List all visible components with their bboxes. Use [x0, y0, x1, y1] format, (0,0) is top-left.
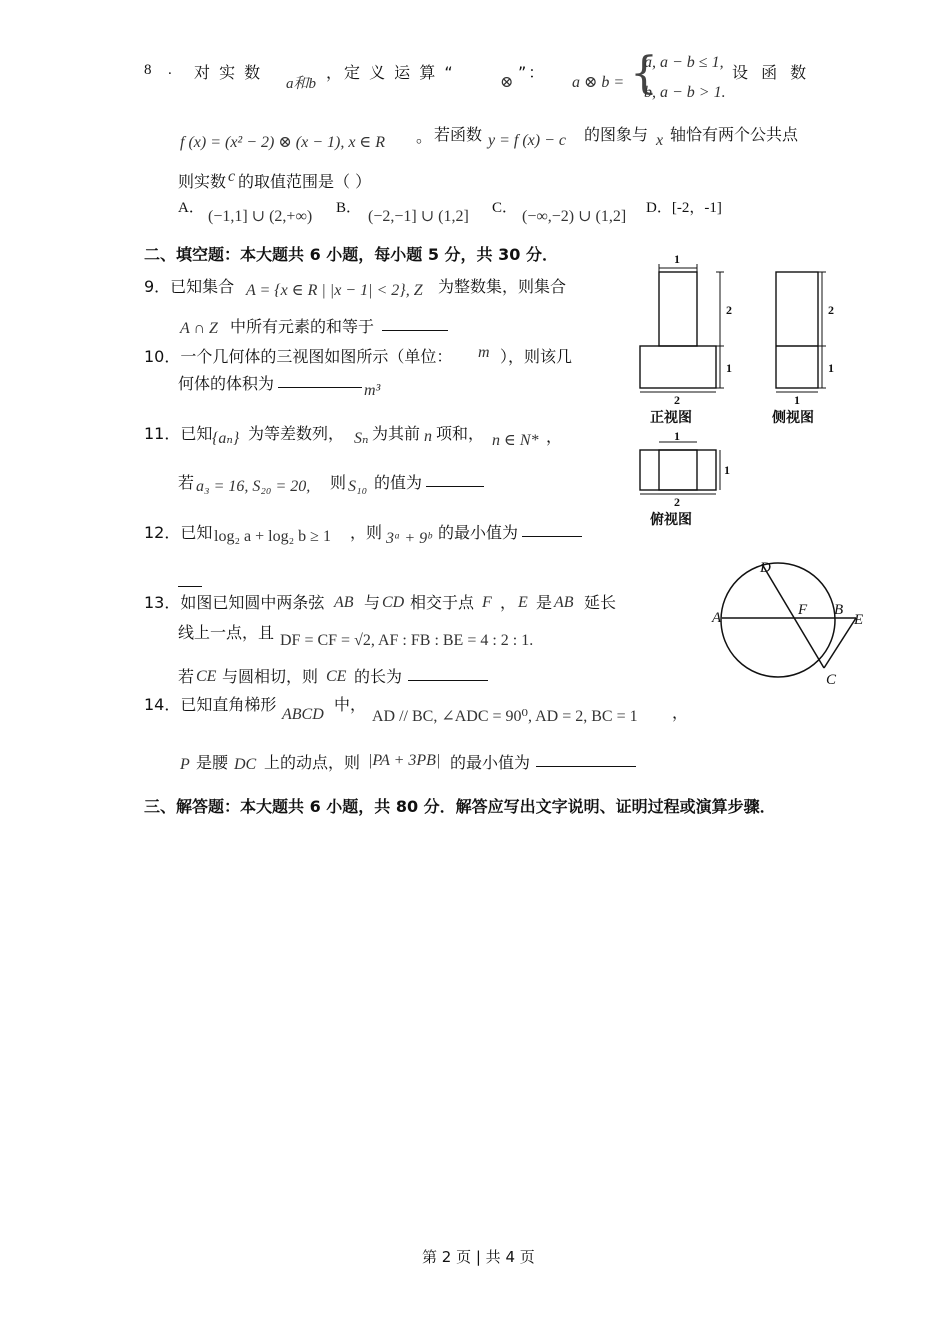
point-a: A — [712, 610, 722, 626]
q13-number: 13．如图已知圆中两条弦 — [144, 593, 325, 612]
q13-ab: AB — [334, 594, 354, 611]
q14-comma: ， — [672, 703, 689, 722]
top-view-outer — [640, 450, 716, 490]
front-dim-lower: 1 — [726, 361, 732, 375]
q8-lead: 对 实 数 — [194, 63, 263, 82]
q8-op-symbol: ⊗ — [500, 74, 514, 91]
q9-text-b: 中所有元素的和等于 — [230, 317, 375, 336]
side-dim-bottom: 1 — [794, 393, 800, 407]
q12-number: 12．已知 — [144, 523, 213, 542]
q13-f: F — [482, 594, 492, 611]
q14-text-a: 是腰 — [196, 753, 229, 772]
q13-if: 若 — [178, 667, 195, 686]
front-dim-upper: 2 — [726, 303, 732, 317]
chord-cd — [762, 564, 824, 668]
q11-then: 则 — [330, 473, 347, 492]
q8-graph-text: 的图象与 — [584, 125, 649, 144]
q8-opt-a: (−1,1] ∪ (2,+∞) — [208, 208, 313, 225]
q11-number: 11．已知 — [144, 424, 213, 443]
side-view-label: 侧视图 — [772, 411, 814, 426]
q9-text-a: 为整数集，则集合 — [438, 277, 567, 296]
q8-opt-b-label: B． — [336, 200, 362, 216]
top-dim-side: 1 — [724, 463, 730, 477]
q10-unit: m — [478, 344, 490, 361]
front-view-base — [640, 346, 716, 388]
q10-line1: 10．一个几何体的三视图如图所示（单位： — [144, 347, 453, 366]
q14-cond: AD // BC, ∠ADC = 90⁰, AD = 2, BC = 1 — [372, 708, 638, 725]
q11-sn: Sₙ — [354, 430, 369, 447]
q8-case2: b, a − b > 1. — [644, 84, 726, 101]
q11-comma: ， — [546, 427, 563, 446]
q11-text-a: 为等差数列， — [248, 424, 345, 443]
q13-cd: CD — [382, 594, 405, 611]
q13-ce2: CE — [326, 668, 347, 685]
q14-number: 14．已知直角梯形 — [144, 695, 277, 714]
side-dim-lower: 1 — [828, 361, 834, 375]
q10-unit2: m³ — [364, 382, 381, 399]
point-f: F — [798, 602, 808, 618]
q10-line1-end: ），则该几 — [500, 347, 573, 366]
q8-y-expr: y = f (x) − c — [488, 132, 566, 149]
q8-dot: . — [168, 62, 172, 78]
q11-n: n — [424, 428, 432, 445]
three-view-figure — [628, 250, 848, 540]
tangent-ce — [824, 618, 856, 668]
q14-answer-blank — [536, 752, 636, 767]
q8-line3-b: 的取值范围是（ ） — [238, 172, 372, 191]
q8-opt-c-label: C． — [492, 200, 518, 216]
q13-and: 与 — [364, 593, 381, 612]
q13-ab2: AB — [554, 594, 574, 611]
front-view-top — [659, 272, 697, 346]
q11-answer-blank — [426, 472, 484, 487]
q13-is: 是 — [536, 593, 553, 612]
q14-text-c: 的最小值为 — [450, 753, 531, 772]
q13-text-a: 相交于点 — [410, 593, 475, 612]
front-view-label: 正视图 — [650, 411, 692, 426]
q8-opt-d: D．[-2，-1] — [646, 200, 722, 216]
q14-zhong: 中， — [334, 695, 367, 714]
q14-dc: DC — [234, 756, 257, 773]
q11-cond: a₃ = 16, S₂₀ = 20, — [196, 478, 311, 495]
q8-x-var: x — [656, 132, 664, 149]
q8-period: 。 — [416, 127, 433, 146]
q14-abcd: ABCD — [282, 706, 324, 723]
front-dim-top: 1 — [674, 252, 680, 266]
point-d: D — [760, 560, 771, 576]
q10-answer-blank — [278, 373, 362, 388]
page-footer: 第 2 页 | 共 4 页 — [422, 1248, 535, 1266]
q13-text-c: 的长为 — [354, 667, 403, 686]
q8-opt-c: (−∞,−2) ∪ (1,2] — [522, 208, 627, 225]
q8-number: 8 — [144, 62, 152, 78]
q12-answer-blank — [522, 522, 582, 537]
q9-answer-blank — [382, 316, 448, 331]
q11-if: 若 — [178, 473, 195, 492]
q13-ext: 延长 — [584, 593, 617, 612]
q8-case1: a, a − b ≤ 1, — [644, 54, 724, 71]
q13-ce: CE — [196, 668, 217, 685]
q8-set-func: 设 函 数 — [732, 63, 811, 82]
q12-answer-blank-cont — [178, 572, 202, 587]
point-b: B — [834, 602, 844, 618]
q11-seq: {aₙ} — [212, 430, 240, 447]
q11-nset: n ∈ N* — [492, 432, 539, 449]
q8-axis-text: 轴恰有两个公共点 — [670, 125, 799, 144]
q13-sep: ， — [500, 593, 517, 612]
q14-text-b: 上的动点，则 — [264, 753, 361, 772]
q11-text-c: 项和， — [436, 424, 485, 443]
q12-then: ，则 — [350, 523, 383, 542]
top-view-label: 俯视图 — [650, 513, 692, 528]
q8-define: ，定 义 运 算 “ — [326, 63, 455, 82]
side-dim-upper: 2 — [828, 303, 834, 317]
q14-p: P — [180, 756, 190, 773]
side-view-rect — [776, 272, 818, 388]
q8-brace: { — [630, 48, 658, 99]
q13-line2: 线上一点，且 — [178, 623, 275, 642]
q13-answer-blank — [408, 666, 488, 681]
q11-text-d: 的值为 — [374, 473, 423, 492]
q11-text-b: 为其前 — [372, 424, 421, 443]
q13-text-b: 与圆相切，则 — [222, 667, 319, 686]
circle — [721, 563, 835, 677]
q8-var-ab: a和b — [286, 76, 317, 92]
q12-expr: 3ᵃ + 9ᵇ — [386, 530, 432, 547]
q13-cond: DF = CF = √2, AF : FB : BE = 4 : 2 : 1. — [280, 632, 534, 649]
q8-opt-b: (−2,−1] ∪ (1,2] — [368, 208, 469, 225]
q8-line3-a: 则实数 — [178, 172, 227, 191]
q13-e: E — [518, 594, 528, 611]
q11-s10: S₁₀ — [348, 478, 368, 495]
q8-after-op: ”： — [518, 63, 547, 82]
q9-inter-expr: A ∩ Z — [180, 320, 218, 337]
point-e: E — [854, 612, 864, 628]
q8-def-lhs: a ⊗ b = — [572, 74, 625, 91]
top-dim-bottom: 2 — [674, 495, 680, 509]
section2-heading: 二、填空题：本大题共 6 小题，每小题 5 分，共 30 分． — [144, 245, 558, 264]
top-dim-top: 1 — [674, 429, 680, 443]
q12-cond: log₂ a + log₂ b ≥ 1 — [214, 528, 331, 545]
front-dim-bottom: 2 — [674, 393, 680, 407]
q8-if-func: 若函数 — [434, 125, 483, 144]
circle-figure — [706, 556, 876, 686]
q10-line2: 何体的体积为 — [178, 374, 275, 393]
q8-opt-a-label: A． — [178, 200, 204, 216]
q9-number: 9．已知集合 — [144, 277, 235, 296]
q8-func-def: f (x) = (x² − 2) ⊗ (x − 1), x ∈ R — [180, 134, 386, 151]
section3-heading: 三、解答题：本大题共 6 小题，共 80 分．解答应写出文字说明、证明过程或演算步骤． — [144, 797, 776, 816]
q8-c-var: c — [228, 168, 236, 185]
q12-text: 的最小值为 — [438, 523, 519, 542]
top-view-inner — [659, 450, 697, 490]
q9-set-expr: A = {x ∈ R | |x − 1| < 2}, Z — [246, 282, 423, 299]
q14-expr: |PA + 3PB| — [368, 752, 441, 769]
point-c: C — [826, 672, 837, 686]
